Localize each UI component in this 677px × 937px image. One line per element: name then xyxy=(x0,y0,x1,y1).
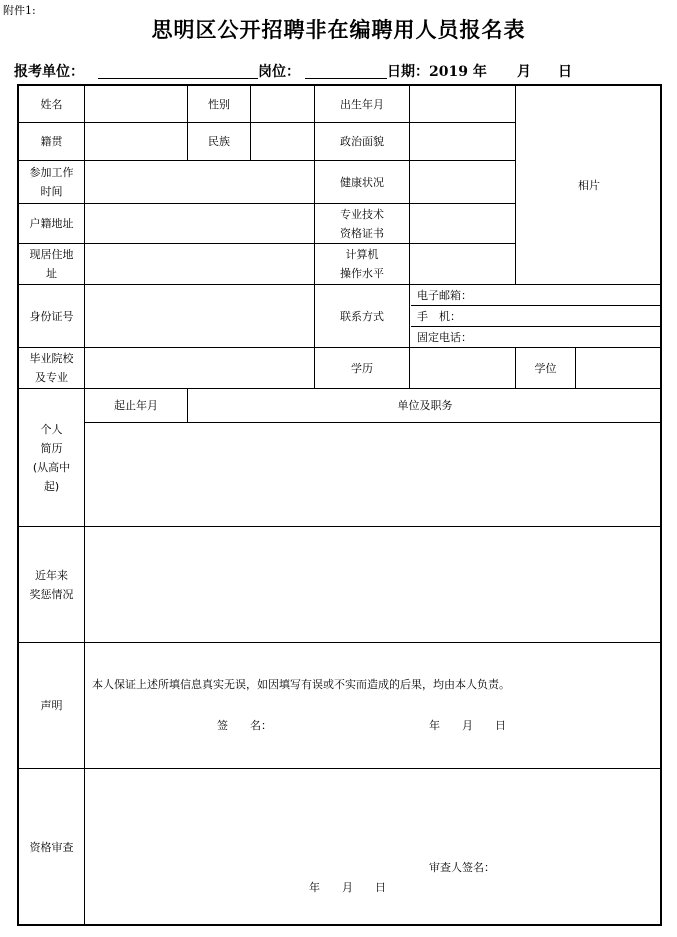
awards-line-2: 奖惩情况 xyxy=(29,587,74,601)
name-label: 姓名 xyxy=(40,97,63,111)
position-input-line[interactable] xyxy=(305,78,387,79)
native-place-field[interactable] xyxy=(85,123,187,160)
certificate-line-2: 资格证书 xyxy=(340,226,384,240)
political-status-label: 政治面貌 xyxy=(340,135,384,148)
date-day: 日 xyxy=(558,64,572,80)
school-line-2: 及专业 xyxy=(35,371,68,384)
work-start-label xyxy=(19,161,84,203)
gender-field[interactable] xyxy=(251,86,314,122)
address-field[interactable] xyxy=(85,244,314,284)
work-start-line-2: 时间 xyxy=(40,185,63,198)
awards-label xyxy=(19,527,84,642)
education-field[interactable] xyxy=(410,348,515,388)
phone-field[interactable] xyxy=(480,327,660,346)
health-field[interactable] xyxy=(410,161,515,203)
ethnicity-label: 民族 xyxy=(208,135,230,148)
computer-line-1: 计算机 xyxy=(345,248,379,261)
work-start-field[interactable] xyxy=(85,161,314,203)
birth-field[interactable] xyxy=(410,86,515,122)
resume-label xyxy=(19,389,84,526)
resume-line-2: 简历 xyxy=(40,441,63,455)
school-field[interactable] xyxy=(85,348,314,388)
health-label: 健康状况 xyxy=(340,175,384,189)
degree-label: 学位 xyxy=(534,361,557,375)
unit-label: 报考单位： xyxy=(14,64,84,80)
sign-label: 签 名： xyxy=(217,719,272,732)
row-divider xyxy=(19,642,662,643)
resume-field[interactable] xyxy=(85,423,662,526)
registration-form xyxy=(17,84,662,926)
degree-field[interactable] xyxy=(576,348,662,388)
resume-line-1: 个人 xyxy=(40,422,63,436)
form-header xyxy=(14,61,674,83)
sign-date: 年 月 日 xyxy=(429,719,506,732)
period-header: 起止年月 xyxy=(114,399,158,412)
review-date: 年 月 日 xyxy=(309,881,386,894)
declaration-label: 声明 xyxy=(40,699,63,712)
address-label xyxy=(19,244,84,284)
email-label: 电子邮箱： xyxy=(417,289,472,302)
mobile-label: 手 机： xyxy=(417,310,461,323)
awards-field[interactable] xyxy=(85,527,662,642)
attachment-label: 附件1: xyxy=(3,4,36,17)
reviewer-label: 审查人签名： xyxy=(429,861,495,874)
resume-line-4: 起) xyxy=(43,479,60,493)
household-label: 户籍地址 xyxy=(29,217,74,230)
computer-label xyxy=(315,244,409,284)
certificate-label xyxy=(315,204,409,243)
household-field[interactable] xyxy=(85,204,314,243)
resume-line-3: (从高中 xyxy=(32,460,71,474)
contact-label: 联系方式 xyxy=(340,309,384,323)
certificate-line-1: 专业技术 xyxy=(340,207,384,221)
date-label: 日期：2019 年 xyxy=(387,64,487,80)
address-line-2: 址 xyxy=(46,267,57,280)
signature-field[interactable] xyxy=(281,716,421,736)
mobile-field[interactable] xyxy=(480,306,660,325)
date-month: 月 xyxy=(517,64,531,80)
birth-label: 出生年月 xyxy=(340,97,384,111)
email-field[interactable] xyxy=(480,285,660,304)
address-line-1: 现居住地 xyxy=(29,248,74,261)
awards-line-1: 近年来 xyxy=(35,568,68,582)
review-label: 资格审查 xyxy=(29,841,74,854)
native-place-label: 籍贯 xyxy=(40,135,63,148)
gender-label: 性别 xyxy=(208,97,230,111)
phone-label: 固定电话： xyxy=(417,331,472,344)
position-label: 岗位： xyxy=(258,64,300,80)
page-title: 思明区公开招聘非在编聘用人员报名表 xyxy=(151,17,526,42)
school-line-1: 毕业院校 xyxy=(29,352,74,365)
photo-box[interactable]: 相片 xyxy=(578,178,600,192)
unit-input-line[interactable] xyxy=(98,78,258,79)
review-field[interactable] xyxy=(85,769,662,926)
certificate-field[interactable] xyxy=(410,204,515,243)
political-status-field[interactable] xyxy=(410,123,515,160)
education-label: 学历 xyxy=(351,361,373,375)
job-header: 单位及职务 xyxy=(397,399,453,412)
id-card-field[interactable] xyxy=(85,285,314,347)
work-start-line-1: 参加工作 xyxy=(29,166,74,179)
computer-field[interactable] xyxy=(410,244,515,284)
school-label xyxy=(19,348,84,388)
declaration-text: 本人保证上述所填信息真实无误，如因填写有误或不实而造成的后果，均由本人负责。 xyxy=(92,678,510,691)
id-card-label: 身份证号 xyxy=(29,309,74,323)
ethnicity-field[interactable] xyxy=(251,123,314,160)
computer-line-2: 操作水平 xyxy=(340,267,384,280)
name-field[interactable] xyxy=(85,86,187,122)
